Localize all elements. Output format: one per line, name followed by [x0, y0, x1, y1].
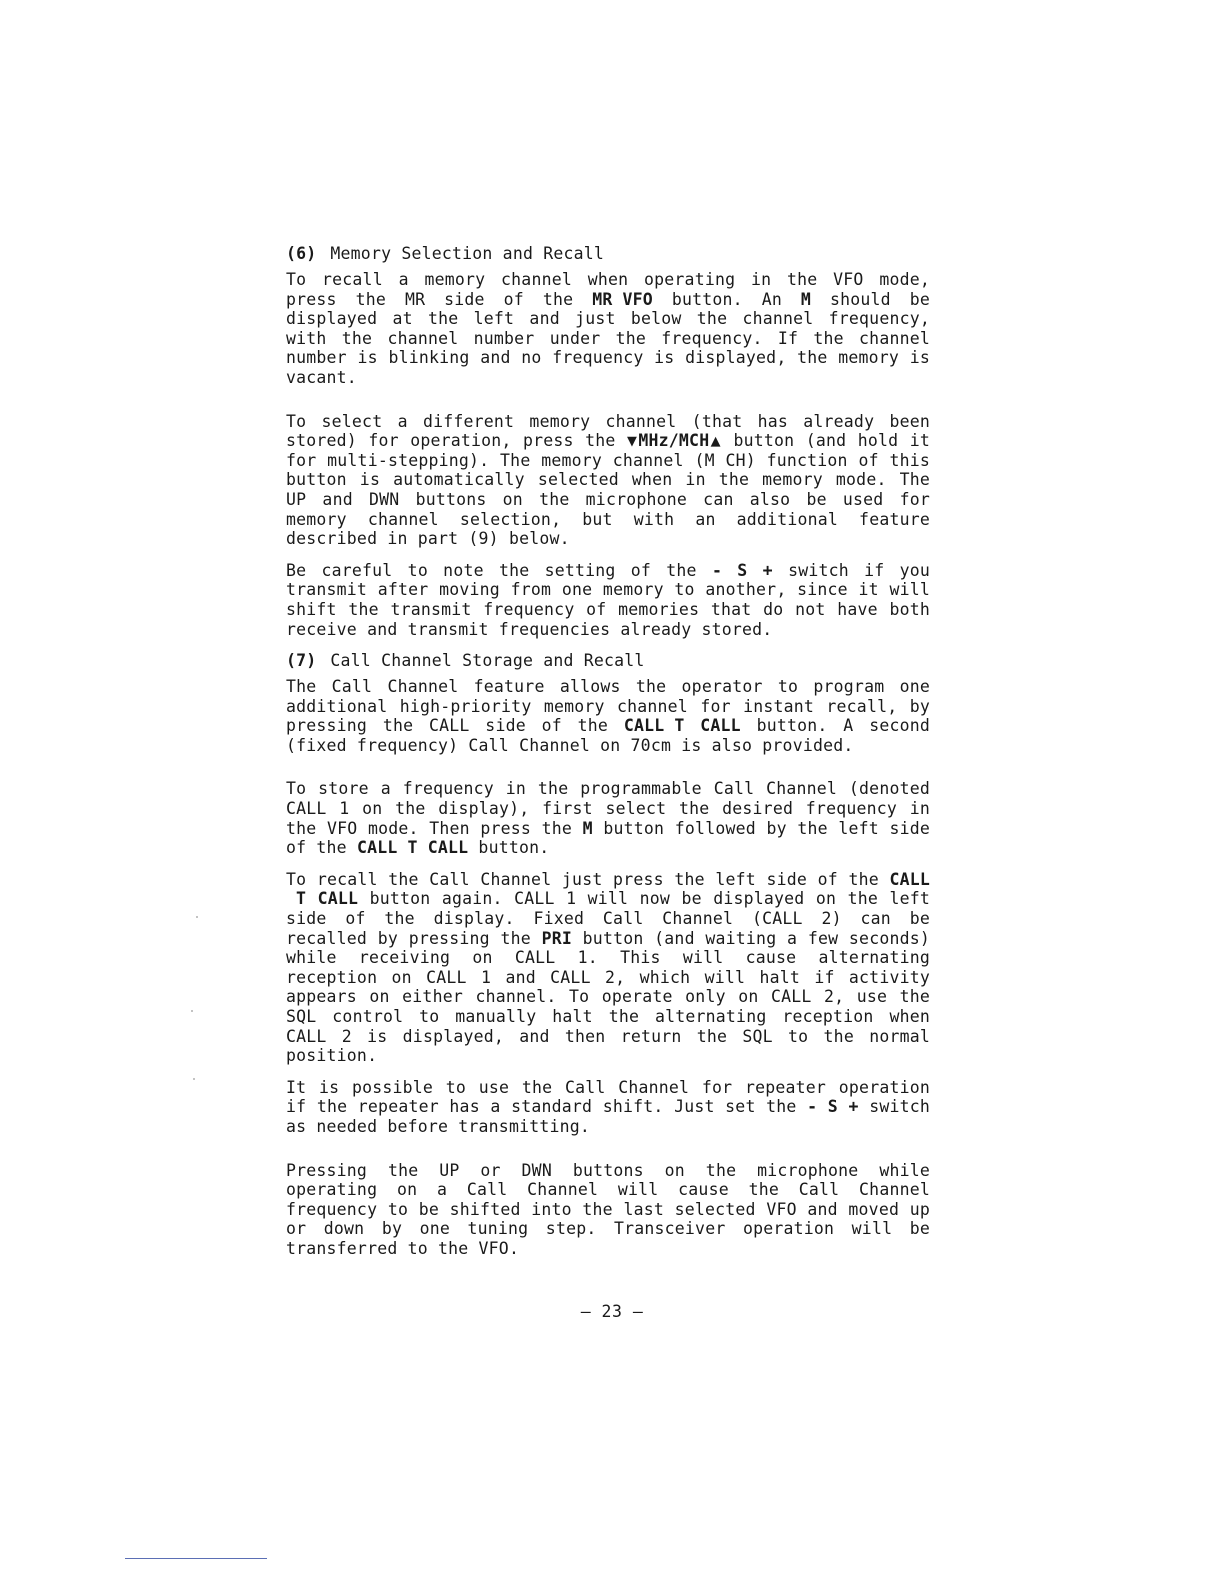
text-run: button (and hold it for multi-stepping). The memory channel (M CH) function of this button is automatically selected when in the memory mode. The UP and DWN buttons on the microphone can also be used for memory channel selection, but with an additional feature described in part (9) below. — [286, 431, 930, 549]
text-run: button again. CALL 1 will now be displayed on the left side of the display. Fixed Call Channel (CALL 2) can be recalled by pressing the — [286, 889, 930, 948]
m-keyword: M — [800, 289, 812, 309]
text-run: To recall a memory channel when operating in the VFO mode, press the MR side of the — [286, 270, 930, 309]
text-run: The Call Channel feature allows the operator to program one additional high-priority memory channel for instant recall, by pressing the CALL side of the — [286, 677, 930, 736]
call-keyword: CALL — [623, 716, 665, 736]
pri-keyword: PRI — [541, 928, 572, 948]
shift-switch-keyword: - S + — [807, 1097, 859, 1117]
text-run: Pressing the UP or DWN buttons on the microphone while operating on a Call Channel will cause the Call Channel frequency to be shifted into the last selected VFO and moved up or down by one tuning step. Transceiver operation will be transferred to the VFO. — [286, 1160, 930, 1258]
paragraph — [286, 779, 930, 857]
m-keyword: M — [582, 818, 593, 838]
call-keyword: CALL — [356, 838, 398, 858]
scan-speck — [196, 916, 198, 918]
vfo-keyword: VFO — [622, 289, 653, 309]
text-run: switch as needed before transmitting. — [286, 1097, 931, 1136]
text-run: button. An — [652, 289, 801, 309]
text-run: switch if you transmit after moving from one memory to another, since it will shift the transmit frequency of memories that do not have both receive and transmit frequencies already stored. — [286, 560, 931, 639]
paragraph — [286, 1078, 930, 1137]
shift-switch-keyword: - S + — [711, 560, 773, 580]
call-keyword: CALL — [889, 869, 930, 889]
text-run: To recall the Call Channel just press the left side of the — [286, 869, 890, 889]
section-heading-memory-selection — [286, 244, 930, 264]
text-run: Be careful to note the setting of the — [286, 560, 712, 580]
text-run: button (and waiting a few seconds) while receiving on CALL 1. This will cause alternating reception on CALL 1 and CALL 2, which will halt if activity appears on either channel. To operate only on CALL 2, use the SQL control to manually halt the alternating reception when CALL 2 is displayed, and then return the SQL to the normal position. — [286, 928, 930, 1066]
text-run: button. — [468, 838, 550, 858]
footer-rule — [125, 1558, 267, 1559]
text-run: To select a different memory channel (that has already been stored) for operation, press the — [286, 411, 930, 451]
tcall-keyword: T CALL — [296, 889, 359, 909]
paragraph — [286, 561, 930, 639]
text-run: should be displayed at the left and just below the channel frequency, with the channel number under the frequency. If the channel number is blinking and no frequency is displayed, the memory is vacant. — [286, 289, 930, 387]
section-number: (7) — [286, 651, 317, 671]
paragraph — [286, 677, 930, 755]
text-run: button followed by the left side of the — [286, 818, 930, 858]
text-run: To store a frequency in the programmable Call Channel (denoted CALL 1 on the display), first select the desired frequency in the VFO mode. Then press the — [286, 779, 930, 838]
text-run: button. A second (fixed frequency) Call Channel on 70cm is also provided. — [286, 716, 930, 755]
paragraph — [286, 270, 930, 388]
section-number: (6) — [286, 244, 317, 263]
section-title: Memory Selection and Recall — [330, 244, 605, 263]
paragraph — [286, 412, 930, 549]
tcall-keyword: T CALL — [674, 716, 741, 736]
scan-speck — [191, 1010, 193, 1012]
text-run: It is possible to use the Call Channel for repeater operation if the repeater has a standard shift. Just set the — [286, 1077, 930, 1117]
mhz-mch-button-keyword: ▼MHz/MCH▲ — [626, 431, 723, 451]
paragraph — [286, 870, 930, 1066]
section-title: Call Channel Storage and Recall — [330, 651, 645, 671]
manual-page-body — [286, 244, 930, 1271]
section-heading-call-channel — [286, 651, 930, 671]
scan-speck — [193, 1078, 195, 1080]
mr-keyword: MR — [592, 289, 613, 309]
tcall-keyword: T CALL — [407, 838, 469, 858]
paragraph — [286, 1161, 930, 1259]
page-number: – 23 – — [580, 1302, 644, 1321]
